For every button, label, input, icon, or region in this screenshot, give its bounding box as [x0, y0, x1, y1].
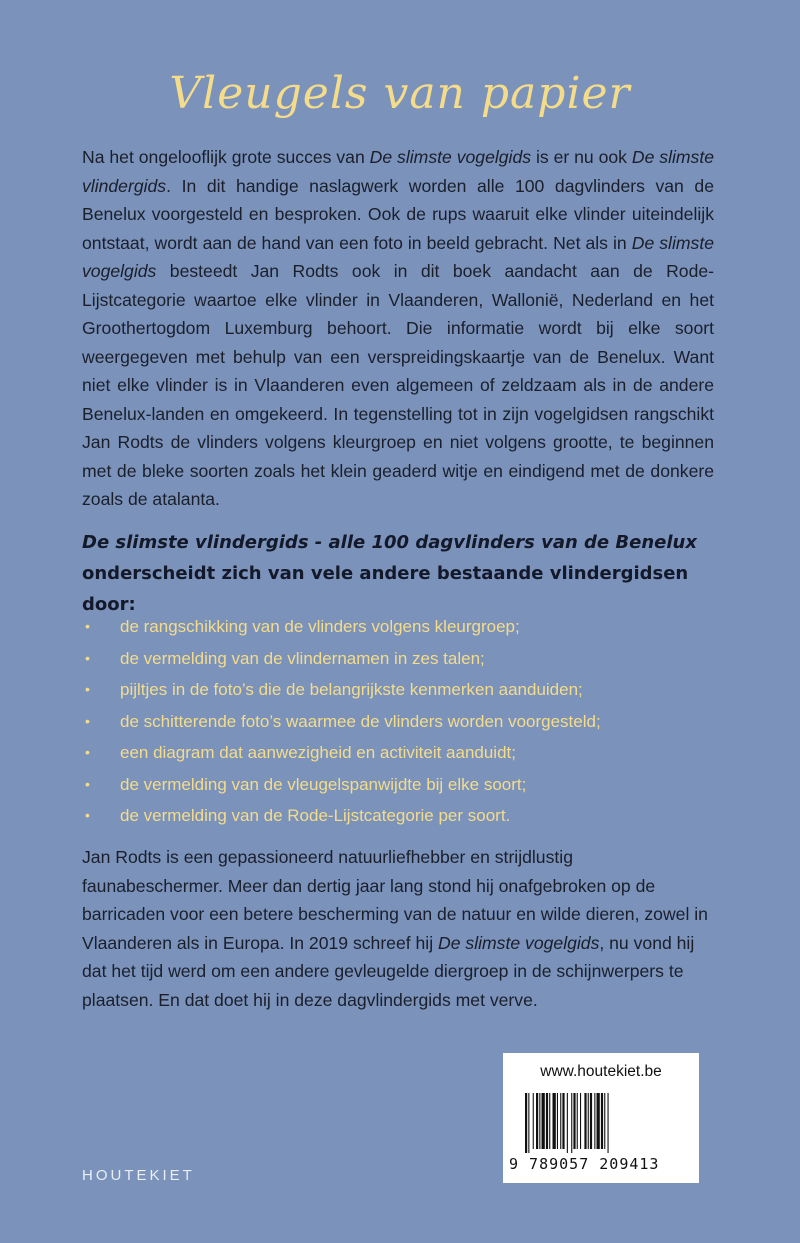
book-title-vogelgids-2: De slimste vogelgids: [82, 232, 714, 281]
lead-rest: onderscheidt zich van vele andere bestaande vlindergidsen door:: [82, 563, 689, 615]
feature-item: • pijltjes in de foto’s die de belangrijkste kenmerken aanduiden;: [82, 674, 722, 706]
feature-item: • de vermelding van de Rode-Lijstcategorie per soort.: [82, 800, 722, 832]
feature-item: • de schitterende foto’s waarmee de vlinders worden voorgesteld;: [82, 706, 722, 738]
barcode-panel: [503, 1053, 699, 1183]
barcode-icon: [523, 1093, 679, 1153]
feature-item: • een diagram dat aanwezigheid en activiteit aanduidt;: [82, 737, 722, 769]
bullet-icon: •: [85, 744, 90, 760]
feature-item: • de vermelding van de vleugelspanwijdte bij elke soort;: [82, 769, 722, 801]
bullet-icon: •: [85, 618, 90, 634]
features-lead: [82, 527, 722, 620]
publisher-logo: HOUTEKIET: [82, 1167, 195, 1184]
bullet-icon: •: [85, 807, 90, 823]
book-title-vogelgids: De slimste vogelgids: [369, 147, 532, 167]
features-list: [82, 611, 722, 832]
bullet-icon: •: [85, 775, 90, 792]
author-bio: Jan Rodts is een gepassioneerd natuurliefhebber en strijdlustig faunabeschermer. Meer dan dertig jaar lang stond hij onafgebroken op de barricaden voor een betere bescherming van de natuur en wilde dieren, zowel in Vlaanderen als in Europa. In 2019 schreef hij De slimste vogelgids, nu vond hij dat het tijd werd om een andere gevleugelde diergroep in de schijnwerpers te plaatsen. En dat doet hij in deze dagvlindergids met verve.: [82, 847, 708, 1010]
bullet-icon: •: [85, 681, 90, 697]
lead-title: De slimste vlindergids - alle 100 dagvlinders van de Benelux: [82, 532, 697, 553]
cover-title: Vleugels van papier: [169, 68, 631, 119]
feature-item: • de vermelding van de vlindernamen in zes talen;: [82, 643, 722, 675]
bullet-icon: •: [85, 649, 90, 666]
feature-item: • de rangschikking van de vlinders volgens kleurgroep;: [82, 611, 722, 643]
bullet-icon: •: [85, 712, 90, 729]
book-title-vogelgids-3: De slimste vogelgids: [438, 932, 600, 953]
isbn-number: 9 789057 209413: [509, 1155, 660, 1173]
book-title-vlindergids: De slimste vlindergids: [82, 147, 715, 196]
publisher-url: www.houtekiet.be: [540, 1063, 662, 1080]
intro-paragraph: Na het ongelooflijk grote succes van De slimste vogelgids is er nu ook De slimste vlindergids. In dit handige naslagwerk worden alle 100 dagvlinders van de Benelux voorgesteld en besproken. Ook de rups waaruit elke vlinder uiteindelijk ontstaat, wordt aan de hand van een foto in beeld gebracht. Net als in De slimste vogelgids besteedt Jan Rodts ook in dit boek aandacht aan de Rode-Lijstcategorie waartoe elke vlinder in Vlaanderen, Wallonië, Nederland en het Groothertogdom Luxemburg behoort. Die informatie wordt bij elke soort weergegeven met behulp van een verspreidingskaartje van de Benelux. Want niet elke vlinder is in Vlaanderen even algemeen of zeldzaam als in de andere Benelux-landen en omgekeerd. In tegenstelling tot in zijn vogelgidsen rangschikt Jan Rodts de vlinders volgens kleurgroep en niet volgens grootte, te beginnen met de bleke soorten zoals het klein geaderd witje en eindigend met de donkere zoals de atalanta.: [82, 147, 715, 509]
